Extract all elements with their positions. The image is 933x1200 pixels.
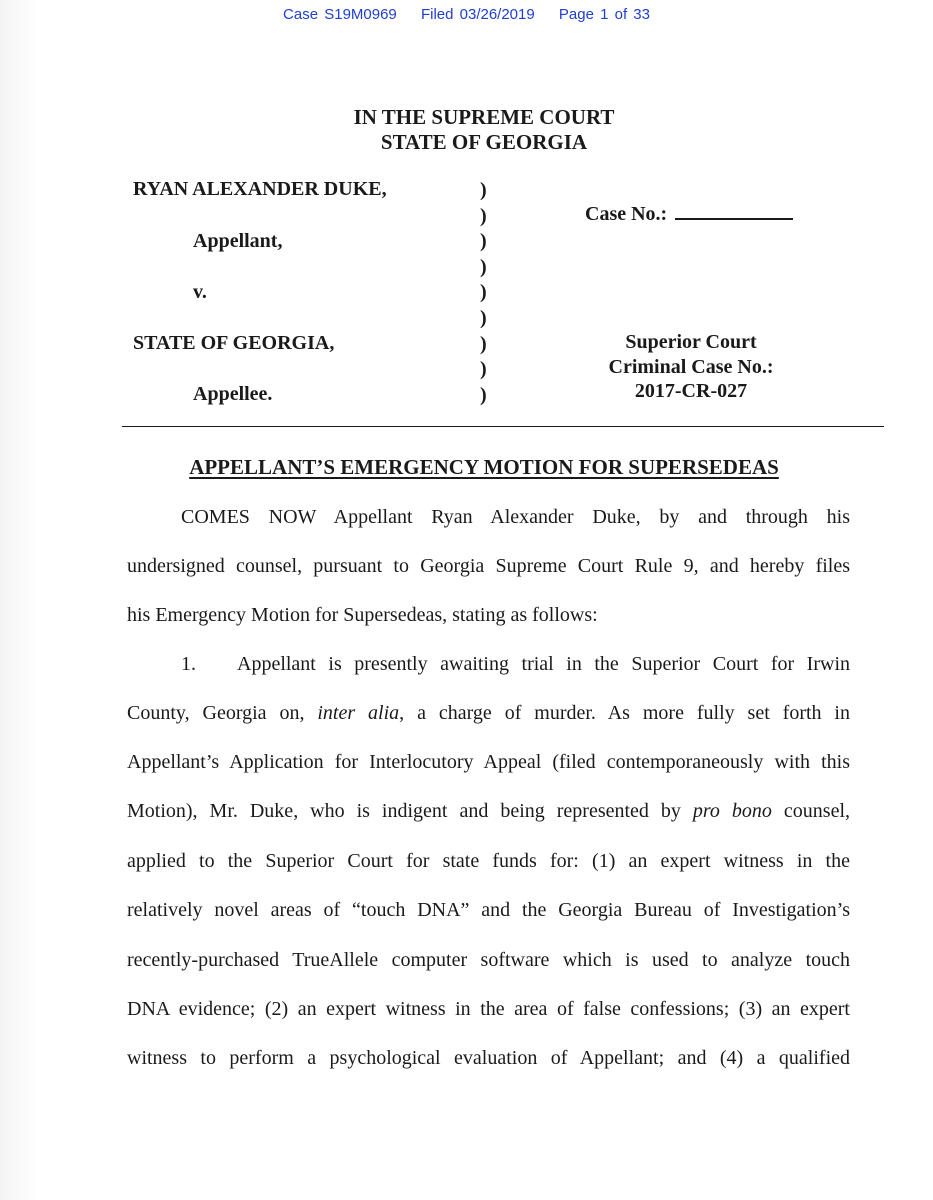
case-number-field: [585, 203, 793, 226]
body-line-text: County, Georgia on,: [127, 702, 318, 724]
body-line: undersigned counsel, pursuant to Georgia Supreme Court Rule 9, and hereby files: [127, 555, 850, 577]
superior-case-number: 2017-CR-027: [634, 380, 748, 402]
case-number-label: Case No.:: [585, 203, 668, 225]
caption-paren: ): [480, 230, 487, 253]
stamp-filed-date: Filed 03/26/2019: [420, 6, 535, 23]
caption-paren: ): [480, 179, 487, 201]
italic-phrase: inter alia: [317, 702, 400, 724]
versus-label: v.: [193, 281, 207, 303]
appellee-name: STATE OF GEORGIA,: [133, 332, 335, 354]
body-line: recently-purchased TrueAllele computer software which is used to analyze touch: [127, 949, 850, 971]
stamp-case-number: Case S19M0969: [283, 6, 397, 23]
body-line-text: Motion), Mr. Duke, who is indigent and being represented by: [127, 800, 693, 822]
paragraph-number: 1.: [181, 653, 196, 675]
caption-paren: ): [480, 383, 487, 406]
caption-paren: ): [480, 281, 487, 304]
body-line: his Emergency Motion for Supersedeas, stating as follows:: [127, 604, 598, 626]
body-line: [127, 653, 850, 676]
body-line: applied to the Superior Court for state funds for: (1) an expert witness in the: [127, 850, 850, 872]
caption-paren: ): [480, 204, 487, 227]
appellant-role: Appellant,: [193, 230, 283, 252]
caption-paren: ): [480, 306, 487, 329]
body-line: [127, 702, 850, 725]
stamp-page-count: Page 1 of 33: [558, 6, 650, 23]
body-line: witness to perform a psychological evaluation of Appellant; and (4) a qualified: [127, 1047, 850, 1069]
body-line: [127, 800, 850, 823]
court-heading: [0, 105, 933, 155]
case-number-blank-line: [675, 204, 793, 220]
criminal-case-label: Criminal Case No.:: [608, 355, 774, 378]
body-line: COMES NOW Appellant Ryan Alexander Duke, by and through his: [181, 506, 850, 528]
caption-paren: ): [480, 255, 487, 278]
caption-parenthesis-column: [480, 178, 487, 408]
caption-paren: ): [480, 358, 487, 381]
appellant-name: RYAN ALEXANDER DUKE,: [133, 178, 387, 200]
court-state: STATE OF GEORGIA: [380, 130, 588, 154]
body-line-text: counsel,: [771, 800, 851, 822]
body-line-text: Appellant is presently awaiting trial in the Superior Court for Irwin: [237, 653, 850, 675]
motion-title: APPELLANT’S EMERGENCY MOTION FOR SUPERSEDEAS: [189, 455, 779, 479]
superior-court-label: Superior Court: [625, 331, 757, 353]
body-line: DNA evidence; (2) an expert witness in the area of false confessions; (3) an expert: [127, 998, 850, 1020]
appellee-role: Appellee.: [193, 383, 273, 405]
body-line-text: , a charge of murder. As more fully set forth in: [399, 702, 850, 724]
court-filing-stamp: [0, 6, 933, 23]
italic-phrase: pro bono: [692, 800, 772, 822]
court-name: IN THE SUPREME COURT: [353, 105, 615, 129]
body-line: relatively novel areas of “touch DNA” and the Georgia Bureau of Investigation’s: [127, 899, 850, 921]
caption-paren: ): [480, 332, 487, 355]
caption-divider-rule: [122, 426, 884, 427]
body-line: Appellant’s Application for Interlocutory Appeal (filed contemporaneously with this: [127, 751, 850, 773]
superior-court-case-block: [580, 330, 802, 404]
